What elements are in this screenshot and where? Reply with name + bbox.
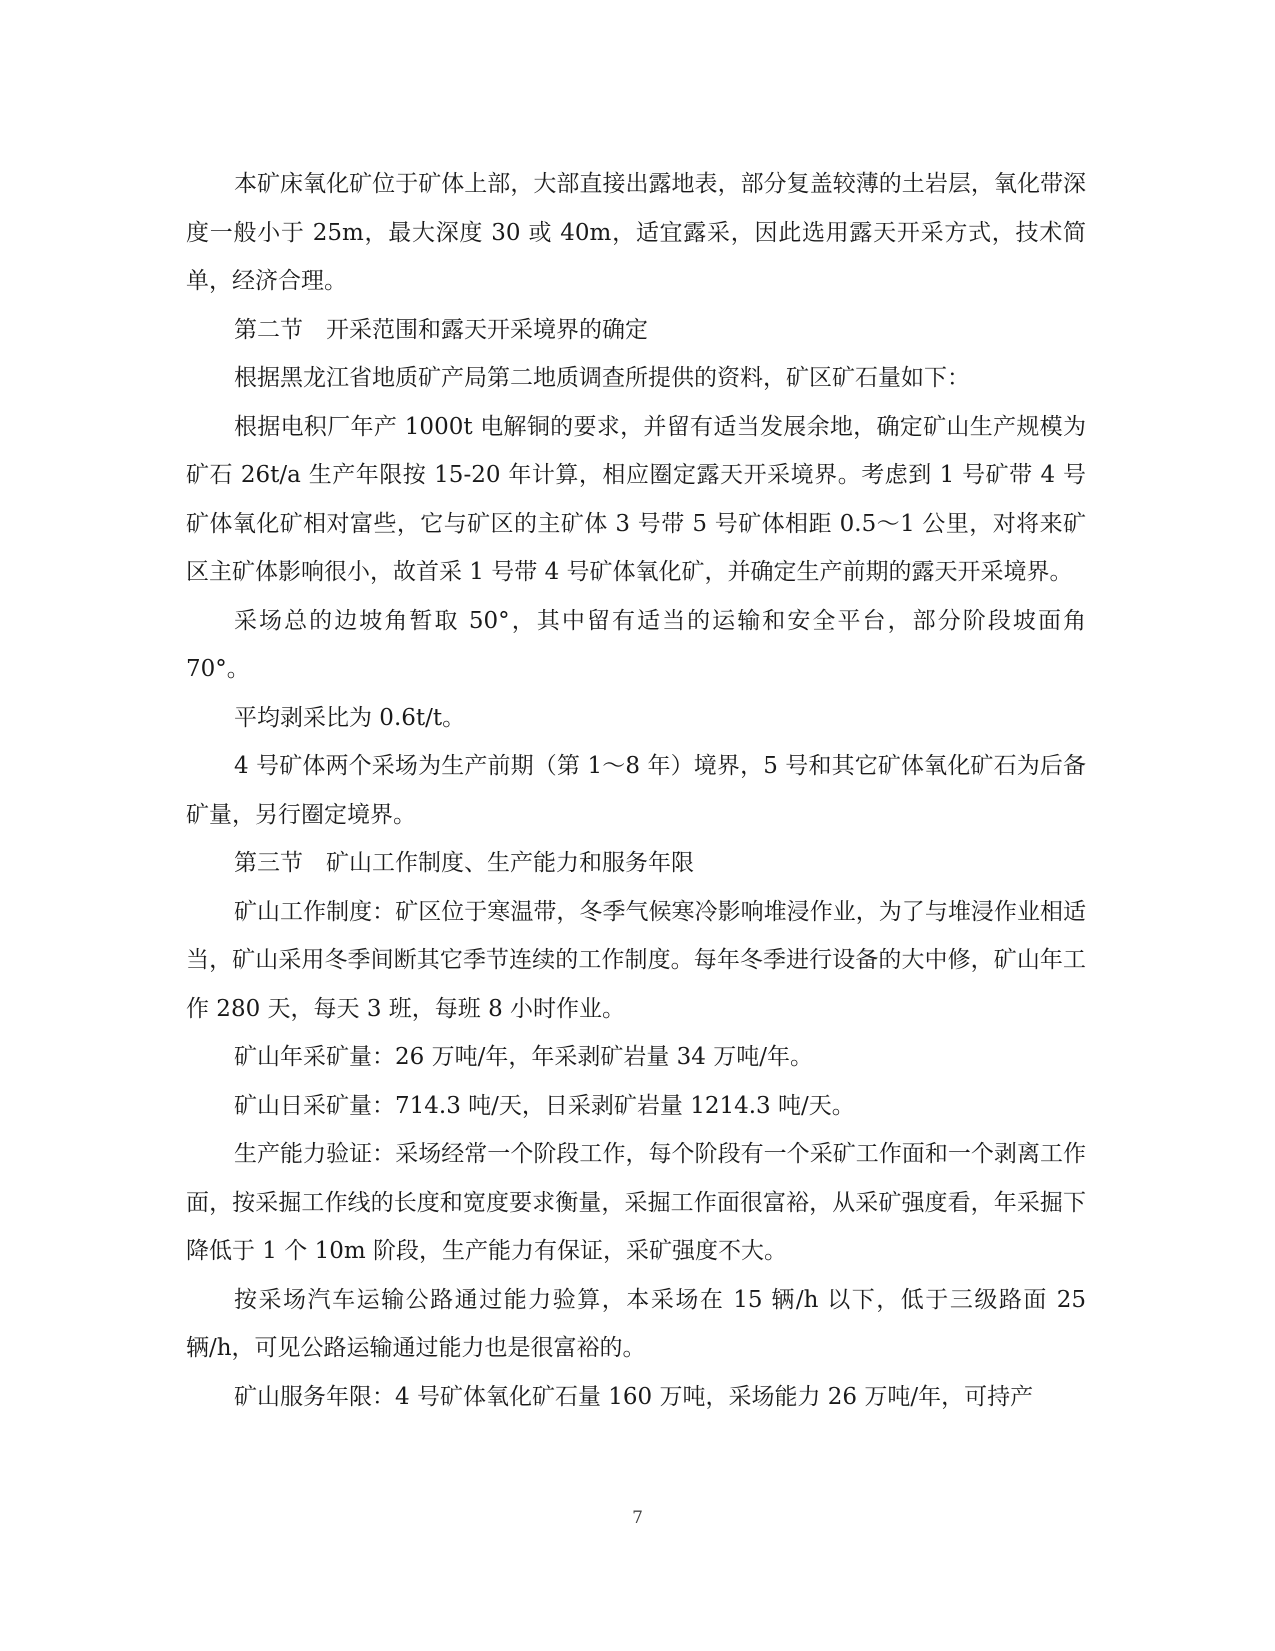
paragraph-oxide-ore-description: 本矿床氧化矿位于矿体上部，大部直接出露地表，部分复盖较薄的土岩层，氧化带深度一般小于 25m，最大深度 30 或 40m，适宜露采，因此选用露天开采方式，技术简单，经济合理。	[186, 171, 1086, 294]
paragraph-daily-output: 矿山日采矿量：714.3 吨/天，日采剥矿岩量 1214.3 吨/天。	[234, 1092, 855, 1119]
section-heading-3: 第三节 矿山工作制度、生产能力和服务年限	[234, 850, 694, 876]
paragraph-road-capacity: 按采场汽车运输公路通过能力验算，本采场在 15 辆/h 以下，低于三级路面 25 辆/h，可见公路运输通过能力也是很富裕的。	[186, 1286, 1086, 1361]
paragraph-stripping-ratio: 平均剥采比为 0.6t/t。	[234, 704, 466, 731]
section-heading-2: 第二节 开采范围和露天开采境界的确定	[234, 316, 648, 343]
paragraph-service-life: 矿山服务年限：4 号矿体氧化矿石量 160 万吨，采场能力 26 万吨/年，可持产	[234, 1383, 1034, 1410]
document-body	[186, 160, 1086, 1421]
paragraph-work-system: 矿山工作制度：矿区位于寒温带，冬季气候寒冷影响堆浸作业，为了与堆浸作业相适当，矿山采用冬季间断其它季节连续的工作制度。每年冬季进行设备的大中修，矿山年工作 280 天，每天 3 班，每班 8 小时作业。	[186, 898, 1086, 1022]
page-number: 7	[632, 1508, 643, 1528]
paragraph-production-scale: 根据电积厂年产 1000t 电解铜的要求，并留有适当发展余地，确定矿山生产规模为矿石 26t/a 生产年限按 15-20 年计算，相应圈定露天开采境界。考虑到 1 号矿带 4 号矿体氧化矿相对富些，它与矿区的主矿体 3 号带 5 号矿体相距 0.5～1 公里，对将来矿区主矿体影响很小，故首采 1 号带 4 号矿体氧化矿，并确定生产前期的露天开采境界。	[186, 413, 1086, 585]
paragraph-ore-reserves-intro: 根据黑龙江省地质矿产局第二地质调查所提供的资料，矿区矿石量如下：	[234, 365, 970, 391]
paragraph-annual-output: 矿山年采矿量：26 万吨/年，年采剥矿岩量 34 万吨/年。	[234, 1044, 813, 1070]
paragraph-slope-angle: 采场总的边坡角暂取 50°，其中留有适当的运输和安全平台，部分阶段坡面角 70°。	[186, 607, 1086, 682]
paragraph-capacity-verification: 生产能力验证：采场经常一个阶段工作，每个阶段有一个采矿工作面和一个剥离工作面，按采掘工作线的长度和宽度要求衡量，采掘工作面很富裕，从采矿强度看，年采掘下降低于 1 个 10m 阶段，生产能力有保证，采矿强度不大。	[186, 1141, 1086, 1264]
paragraph-pit-boundary: 4 号矿体两个采场为生产前期（第 1～8 年）境界，5 号和其它矿体氧化矿石为后备矿量，另行圈定境界。	[186, 753, 1086, 828]
